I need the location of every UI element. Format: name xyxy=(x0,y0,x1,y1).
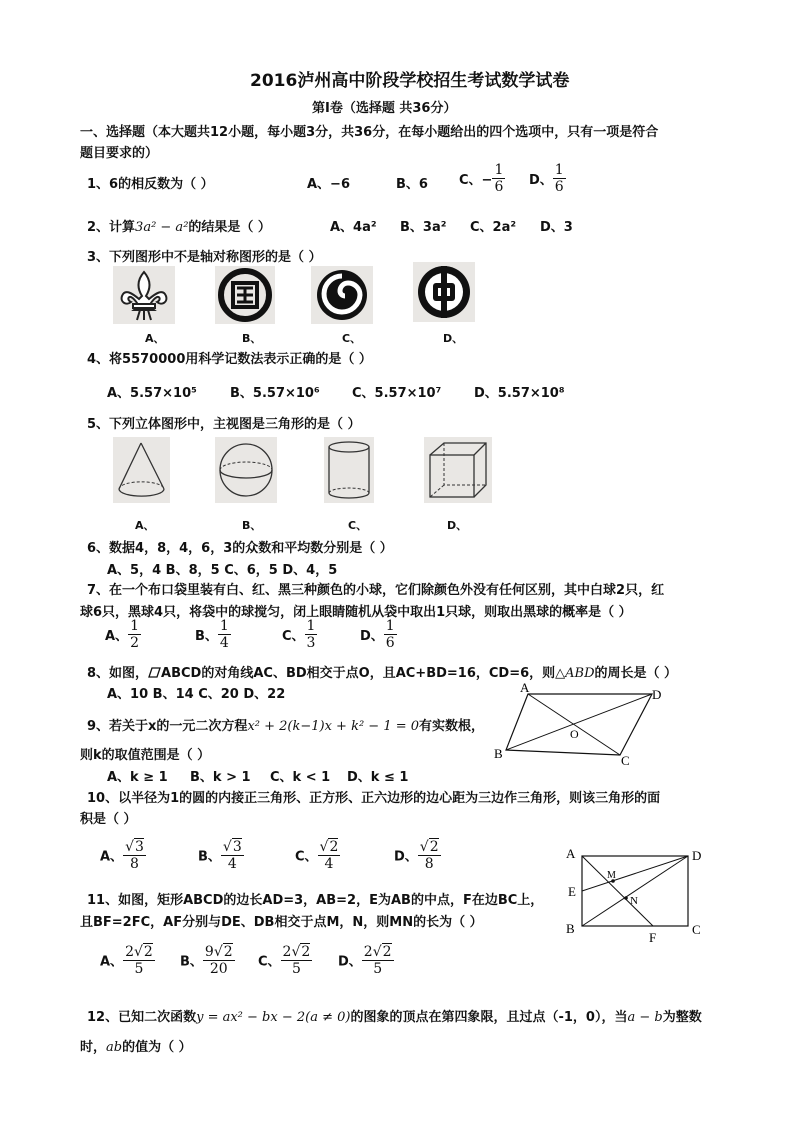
q1-option-c: C、− $\frac{1}{6}$ xyxy=(459,162,504,195)
parallelogram-figure xyxy=(490,682,670,772)
q7-option-b: B、 $\frac{1}{4}$ xyxy=(195,618,229,651)
q7-option-c: C、 $\frac{1}{3}$ xyxy=(282,618,316,651)
q9-option-a: A、k ≥ 1 xyxy=(107,770,168,785)
q4-stem: 4、将5570000用科学记数法表示正确的是（ ） xyxy=(87,352,372,367)
q2-option-b: B、3a² xyxy=(400,220,447,235)
q9-stem: 9、若关于x的一元二次方程x² + 2(k−1)x + k² − 1 = 0有实数根， xyxy=(87,719,485,734)
q4-option-a: A、5.57×10⁵ xyxy=(107,386,197,401)
q1-option-a: A、−6 xyxy=(307,177,350,192)
q8-stem: 8、如图， ABCD的对角线AC、BD相交于点O，且AC+BD=16，CD=6，则△ABD的周长是（ ） xyxy=(87,666,678,681)
fig11-label-f: F xyxy=(649,930,657,944)
q2-stem: 2、计算3a² − a²的结果是（ ） xyxy=(87,220,271,235)
spiral-logo-icon xyxy=(311,266,373,324)
q1-option-d: D、 $\frac{1}{6}$ xyxy=(529,162,564,195)
fleur-de-lis-logo-icon xyxy=(113,266,175,324)
q12-line-1: 12、已知二次函数y = ax² − bx − 2(a ≠ 0)的图象的顶点在第四象限，且过点（-1，0），当a − b为整数 xyxy=(87,1010,702,1025)
q7-option-d: D、 $\frac{1}{6}$ xyxy=(360,618,395,651)
q9-option-d: D、k ≤ 1 xyxy=(347,770,409,785)
q5-label-d: D、 xyxy=(447,519,468,532)
q4-option-b: B、5.57×10⁶ xyxy=(230,386,320,401)
q3-label-c: C、 xyxy=(342,332,362,345)
q2-option-a: A、4a² xyxy=(330,220,377,235)
segment-de xyxy=(582,856,688,891)
instructions-line-1: 一、选择题（本大题共12小题，每小题3分，共36分，在每小题给出的四个选项中，只有一项是符合 xyxy=(80,125,659,140)
q2-option-d: D、3 xyxy=(540,220,573,235)
fig8-label-o: O xyxy=(570,727,579,741)
q10-option-a: A、 $\frac{√3}{8}$ xyxy=(100,839,144,872)
q12-line-2: 时，ab的值为（ ） xyxy=(80,1040,192,1055)
q11-option-b: B、 $\frac{9√2}{20}$ xyxy=(180,944,233,977)
q7-option-a: A、 $\frac{1}{2}$ xyxy=(105,618,139,651)
fig8-label-a: A xyxy=(520,682,530,695)
q1-stem: 1、6的相反数为（ ） xyxy=(87,177,214,192)
rectangle-figure xyxy=(560,842,710,944)
bank-of-china-logo-icon xyxy=(413,262,475,322)
fig8-label-d: D xyxy=(652,687,662,702)
q6-stem: 6、数据4，8，4，6，3的众数和平均数分别是（ ） xyxy=(87,541,393,556)
q3-label-d: D、 xyxy=(443,332,464,345)
fig11-label-m: M xyxy=(607,870,616,881)
q4-option-d: D、5.57×10⁸ xyxy=(474,386,565,401)
q9-line-2: 则k的取值范围是（ ） xyxy=(80,748,211,763)
cone-icon xyxy=(113,437,170,503)
segment-db xyxy=(582,856,688,926)
q10-line-2: 积是（ ） xyxy=(80,812,137,827)
q7-line-2: 球6只，黑球4只，将袋中的球搅匀，闭上眼睛随机从袋中取出1只球，则取出黑球的概率是（ ） xyxy=(80,605,632,620)
page-title: 2016泸州高中阶段学校招生考试数学试卷 xyxy=(250,71,570,91)
q5-label-c: C、 xyxy=(348,519,368,532)
cylinder-icon xyxy=(324,437,374,503)
parallelogram-outline xyxy=(506,694,652,755)
instructions-line-2: 题目要求的） xyxy=(80,146,159,161)
section-title: 第Ⅰ卷（选择题 共36分） xyxy=(312,101,457,116)
q3-label-a: A、 xyxy=(145,332,165,345)
fig11-label-d: D xyxy=(692,848,702,863)
q3-stem: 3、下列图形中不是轴对称图形的是（ ） xyxy=(87,250,322,265)
diagonal-ac xyxy=(528,694,620,755)
q3-label-b: B、 xyxy=(242,332,262,345)
q10-option-b: B、 $\frac{√3}{4}$ xyxy=(198,839,242,872)
fig11-label-b: B xyxy=(566,921,575,936)
q10-option-d: D、 $\frac{√2}{8}$ xyxy=(394,839,439,872)
fig11-label-a: A xyxy=(566,846,576,861)
q11-option-a: A、 $\frac{2√2}{5}$ xyxy=(100,944,153,977)
q2-option-c: C、2a² xyxy=(470,220,517,235)
fig11-label-e: E xyxy=(568,884,576,899)
segment-af xyxy=(582,856,653,926)
q11-option-c: C、 $\frac{2√2}{5}$ xyxy=(258,944,311,977)
q5-stem: 5、下列立体图形中，主视图是三角形的是（ ） xyxy=(87,417,361,432)
q7-line-1: 7、在一个布口袋里装有白、红、黑三种颜色的小球，它们除颜色外没有任何区别，其中白球2只，红 xyxy=(87,583,665,598)
q9-option-c: C、k < 1 xyxy=(270,770,331,785)
cube-icon xyxy=(424,437,492,503)
q10-option-c: C、 $\frac{√2}{4}$ xyxy=(295,839,339,872)
q8-options: A、10 B、14 C、20 D、22 xyxy=(107,687,286,702)
diagonal-bd xyxy=(506,694,652,750)
fig11-label-c: C xyxy=(692,922,701,937)
fig8-label-b: B xyxy=(494,746,503,761)
fig11-label-n: N xyxy=(630,895,638,907)
q11-line-1: 11、如图，矩形ABCD的边长AD=3，AB=2，E为AB的中点，F在边BC上， xyxy=(87,893,544,908)
q4-option-c: C、5.57×10⁷ xyxy=(352,386,442,401)
q10-line-1: 10、以半径为1的圆的内接正三角形、正方形、正六边形的边心距为三边作三角形，则该三角形的面 xyxy=(87,791,661,806)
parallelogram-symbol-icon xyxy=(148,667,161,678)
sphere-icon xyxy=(215,437,277,503)
fig8-label-c: C xyxy=(621,753,630,768)
q6-options: A、5，4 B、8，5 C、6，5 D、4，5 xyxy=(107,563,338,578)
q9-option-b: B、k > 1 xyxy=(190,770,251,785)
q1-option-b: B、6 xyxy=(396,177,428,192)
q11-option-d: D、 $\frac{2√2}{5}$ xyxy=(338,944,392,977)
q5-label-b: B、 xyxy=(242,519,262,532)
q5-label-a: A、 xyxy=(135,519,155,532)
q11-line-2: 且BF=2FC，AF分别与DE、DB相交于点M，N，则MN的长为（ ） xyxy=(80,915,483,930)
bank-coin-logo-icon xyxy=(215,266,275,324)
